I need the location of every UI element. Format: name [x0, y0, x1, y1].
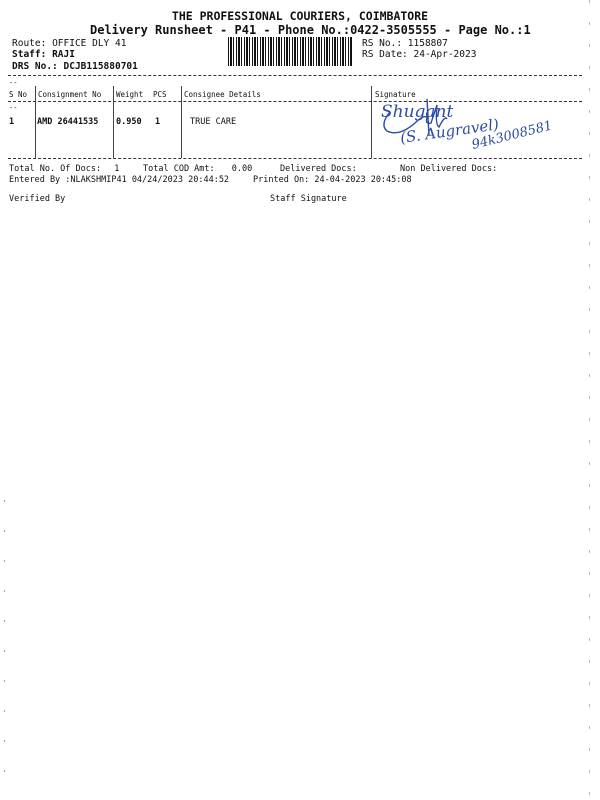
divider — [8, 75, 582, 76]
rs-no-label: RS No.: — [362, 38, 403, 49]
dash-mark: -- — [9, 104, 18, 112]
total-cod — [143, 164, 252, 174]
signature-name: Shugant — [381, 102, 454, 122]
drs-line — [12, 61, 138, 72]
signature-phone: 94k3008581 — [470, 118, 554, 153]
column-divider — [371, 86, 372, 158]
header-signature: Signature — [375, 90, 416, 99]
row-sno: 1 — [9, 117, 15, 127]
column-divider — [113, 86, 114, 158]
column-divider — [181, 86, 182, 158]
non-delivered-docs-label: Non Delivered Docs: — [400, 164, 498, 174]
row-pcs: 1 — [155, 117, 161, 127]
rs-date-value: 24-Apr-2023 — [413, 49, 477, 60]
drs-label: DRS No.: — [12, 61, 58, 72]
staff-signature-label: Staff Signature — [270, 194, 347, 204]
staff-value: RAJI — [52, 49, 75, 60]
header-pcs: PCS — [153, 90, 167, 99]
total-docs — [9, 164, 119, 174]
total-cod-label: Total COD Amt: — [143, 164, 215, 174]
header-consignee: Consignee Details — [184, 90, 261, 99]
signature-full-name: (S. Augravel) — [399, 115, 500, 147]
row-consignee: TRUE CARE — [190, 117, 237, 127]
drs-value: DCJB115880701 — [63, 61, 138, 72]
entered-by: Entered By :NLAKSHMIP41 04/24/2023 20:44:52 — [9, 175, 230, 185]
printed-on: Printed On: 24-04-2023 20:45:08 — [253, 175, 412, 185]
rs-no-line — [362, 38, 448, 49]
scan-edge-artifact — [4, 500, 5, 800]
column-divider — [35, 86, 36, 158]
staff-label: Staff: — [12, 49, 47, 60]
runsheet-subtitle: Delivery Runsheet - P41 - Phone No.:0422-3505555 - Page No.:1 — [90, 23, 531, 37]
total-cod-value: 0.00 — [231, 164, 253, 174]
dash-mark: -- — [9, 79, 18, 87]
header-weight: Weight — [116, 90, 144, 99]
scan-edge-artifact — [589, 0, 590, 800]
row-consignment: AMD 26441535 — [37, 117, 99, 127]
rs-date-label: RS Date: — [362, 49, 408, 60]
total-docs-label: Total No. Of Docs: — [9, 164, 102, 174]
row-weight: 0.950 — [116, 117, 142, 127]
verified-by: Verified By — [9, 194, 66, 204]
divider — [8, 158, 582, 159]
route-label: Route: — [12, 38, 47, 49]
company-title: THE PROFESSIONAL COURIERS, COIMBATORE — [171, 9, 429, 23]
barcode — [228, 37, 352, 66]
rs-date-line — [362, 49, 476, 60]
header-sno: S No — [9, 90, 28, 99]
route-line — [12, 38, 126, 49]
recipient-signature — [375, 95, 585, 165]
staff-line — [12, 49, 75, 60]
header-consignment: Consignment No — [38, 90, 102, 99]
rs-no-value: 1158807 — [407, 38, 448, 49]
total-docs-value: 1 — [114, 164, 120, 174]
delivered-docs-label: Delivered Docs: — [280, 164, 357, 174]
route-value: OFFICE DLY 41 — [52, 38, 127, 49]
